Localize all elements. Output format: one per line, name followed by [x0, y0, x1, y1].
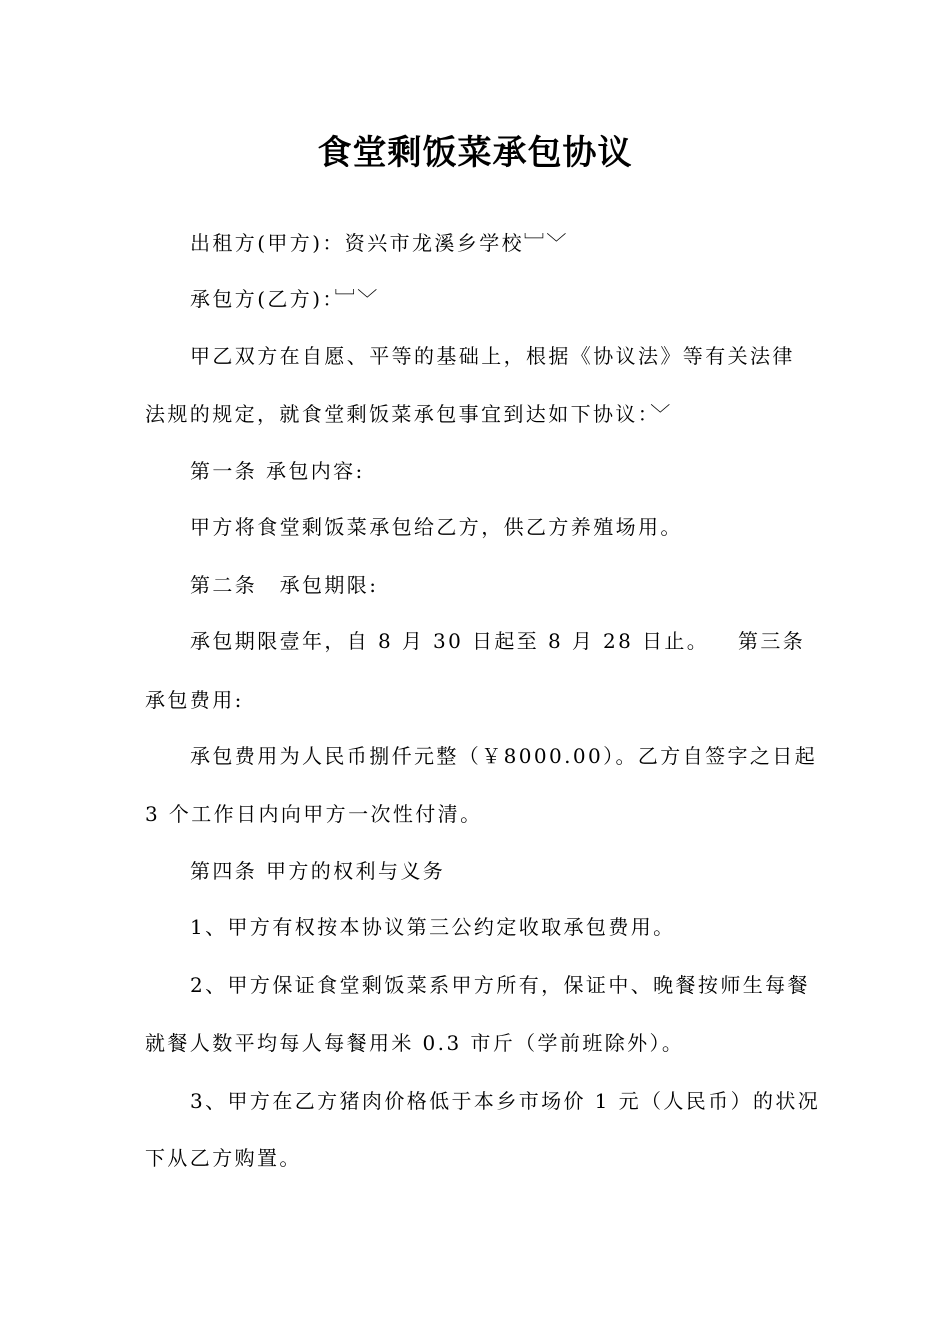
article-4-item-3-line-1: 3、甲方在乙方猪肉价格低于本乡市场价 1 元（人民币）的状况: [190, 1089, 821, 1113]
article-3-body-2: 3 个工作日内向甲方一次性付清。: [145, 802, 483, 826]
article-4-item-1: 1、甲方有权按本协议第三公约定收取承包费用。: [190, 915, 676, 939]
article-2-heading: 第二条 承包期限:: [190, 573, 379, 597]
article-1-heading: 第一条 承包内容:: [190, 459, 365, 483]
article-2-body: 承包期限壹年，自 8 月 30 日起至 8 月 28 日止。: [190, 629, 710, 653]
article-4-item-2-line-1: 2、甲方保证食堂剩饭菜系甲方所有，保证中、晚餐按师生每餐: [190, 973, 810, 997]
article-3-heading-part1: 第三条: [738, 629, 806, 653]
article-1-body: 甲方将食堂剩饭菜承包给乙方，供乙方养殖场用。: [190, 515, 683, 539]
article-4-item-2-line-2: 就餐人数平均每人每餐用米 0.3 市斤（学前班除外）。: [145, 1031, 685, 1055]
contractor-line: 承包方(乙方)：﹈﹀: [190, 287, 380, 311]
article-4-heading: 第四条 甲方的权利与义务: [190, 859, 446, 883]
article-4-item-3-line-2: 下从乙方购置。: [145, 1146, 302, 1170]
lessor-line: 出租方(甲方)：资兴市龙溪乡学校﹈﹀: [190, 231, 569, 255]
preamble-line-1: 甲乙双方在自愿、平等的基础上，根据《协议法》等有关法律: [190, 344, 795, 368]
preamble-line-2: 法规的规定，就食堂剩饭菜承包事宜到达如下协议：﹀: [145, 402, 673, 426]
article-3-body-1: 承包费用为人民币捌仟元整（￥8000.00）。乙方自签字之日起: [190, 744, 818, 768]
document-title: 食堂剩饭菜承包协议: [317, 133, 633, 173]
article-3-heading-part2: 承包费用:: [145, 688, 244, 712]
